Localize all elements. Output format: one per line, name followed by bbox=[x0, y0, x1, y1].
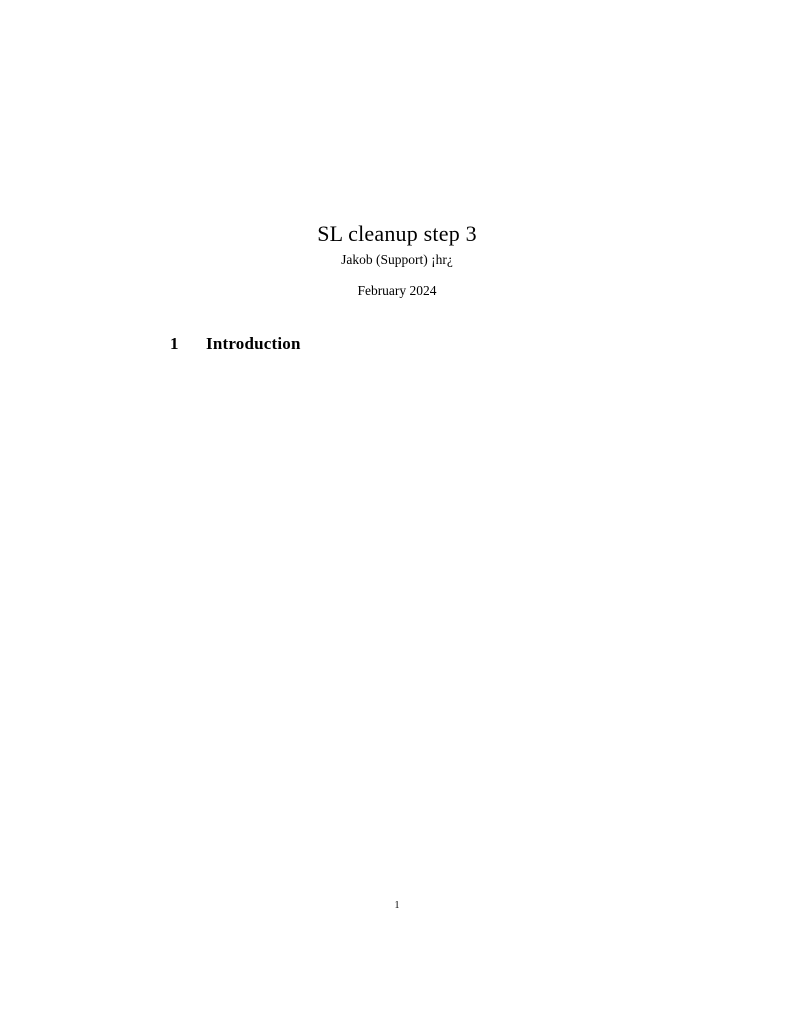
document-date: February 2024 bbox=[357, 283, 437, 298]
document-title: SL cleanup step 3 bbox=[317, 220, 477, 246]
section-title: Introduction bbox=[206, 334, 301, 353]
section-body-introduction bbox=[170, 370, 625, 870]
page-number: 1 bbox=[394, 900, 400, 911]
document-author: Jakob (Support) ¡hr¿ bbox=[341, 252, 453, 267]
section-heading-introduction bbox=[170, 334, 301, 354]
section-number: 1 bbox=[170, 334, 179, 353]
